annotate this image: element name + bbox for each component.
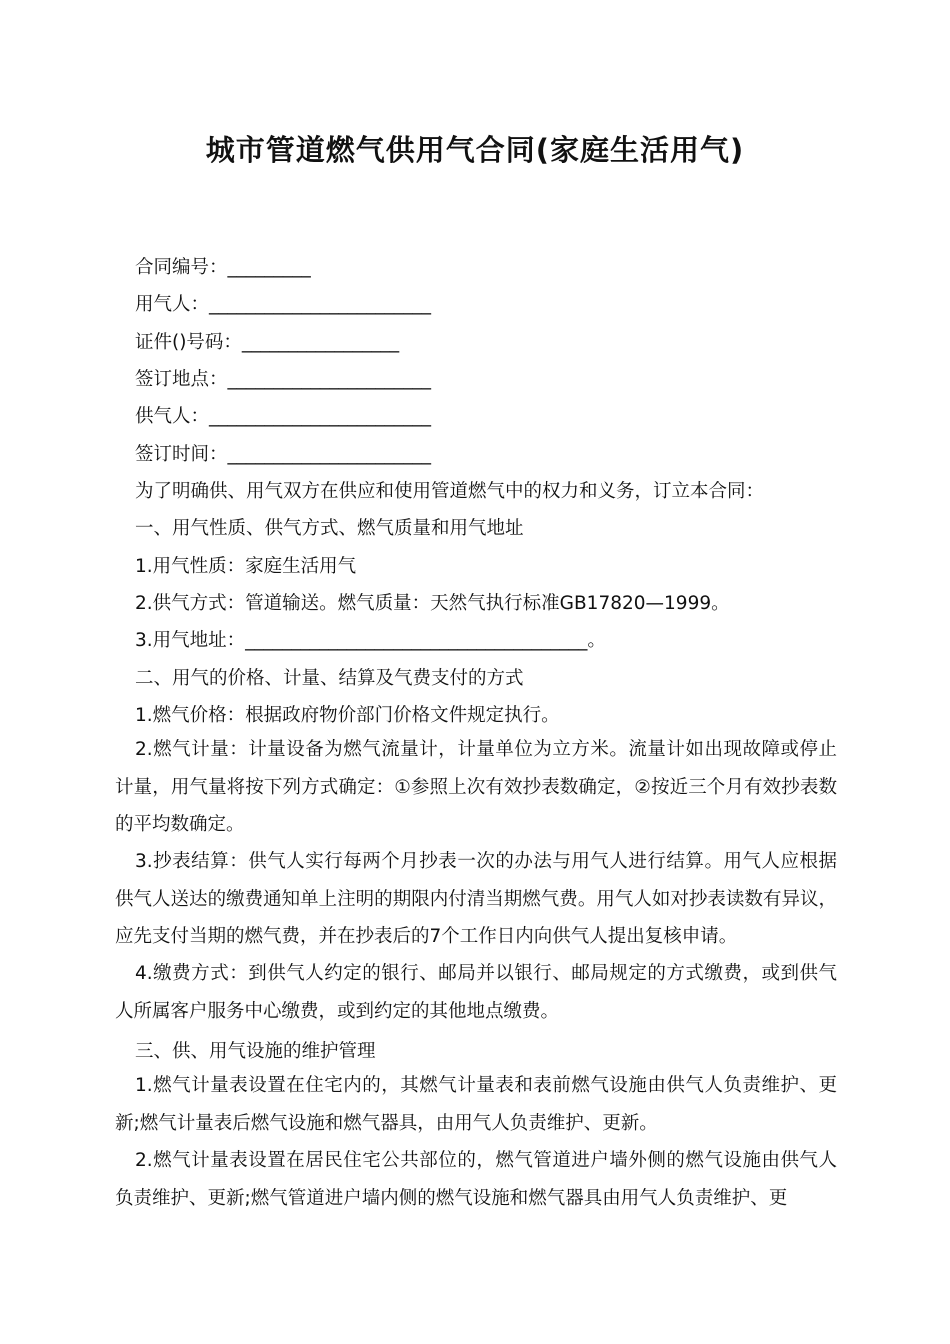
section-1-item-3: 3.用气地址：_____________________________________。: [135, 630, 606, 651]
gas-supplier-field: 供气人：________________________: [135, 406, 432, 427]
section-1-item-1: 1.用气性质：家庭生活用气: [135, 556, 357, 577]
section-2-item-1: 1.燃气价格：根据政府物价部门价格文件规定执行。: [135, 705, 560, 726]
signing-place-field: 签订地点：______________________: [135, 369, 432, 390]
section-2-item-3: 3.抄表结算：供气人实行每两个月抄表一次的办法与用气人进行结算。用气人应根据供气人送达的缴费通知单上注明的期限内付清当期燃气费。用气人如对抄表读数有异议，应先支付当期的燃气费，并在抄表后的7个工作日内向供气人提出复核申请。: [115, 851, 837, 947]
section-2-heading: 二、用气的价格、计量、结算及气费支付的方式: [135, 668, 524, 689]
section-2-item-2: 2.燃气计量：计量设备为燃气流量计，计量单位为立方米。流量计如出现故障或停止计量，用气量将按下列方式确定：①参照上次有效抄表数确定，②按近三个月有效抄表数的平均数确定。: [115, 739, 837, 835]
section-3-heading: 三、供、用气设施的维护管理: [135, 1041, 376, 1062]
id-number-field: 证件()号码：_________________: [135, 332, 400, 353]
section-1-item-2: 2.供气方式：管道输送。燃气质量：天然气执行标准GB17820—1999。: [135, 593, 730, 614]
section-3-item-2: 2.燃气计量表设置在居民住宅公共部位的，燃气管道进户墙外侧的燃气设施由供气人负责维护、更新;燃气管道进户墙内侧的燃气设施和燃气器具由用气人负责维护、更: [115, 1150, 837, 1209]
signing-time-field: 签订时间：______________________: [135, 444, 432, 465]
contract-number-field: 合同编号：_________: [135, 257, 311, 278]
gas-user-field: 用气人：________________________: [135, 294, 432, 315]
intro-text: 为了明确供、用气双方在供应和使用管道燃气中的权力和义务，订立本合同：: [135, 481, 765, 502]
section-1-heading: 一、用气性质、供气方式、燃气质量和用气地址: [135, 518, 524, 539]
document-title: 城市管道燃气供用气合同(家庭生活用气): [205, 133, 745, 167]
section-2-item-4: 4.缴费方式：到供气人约定的银行、邮局并以银行、邮局规定的方式缴费，或到供气人所属客户服务中心缴费，或到约定的其他地点缴费。: [115, 963, 837, 1022]
section-3-item-1: 1.燃气计量表设置在住宅内的，其燃气计量表和表前燃气设施由供气人负责维护、更新;燃气计量表后燃气设施和燃气器具，由用气人负责维护、更新。: [115, 1075, 837, 1134]
